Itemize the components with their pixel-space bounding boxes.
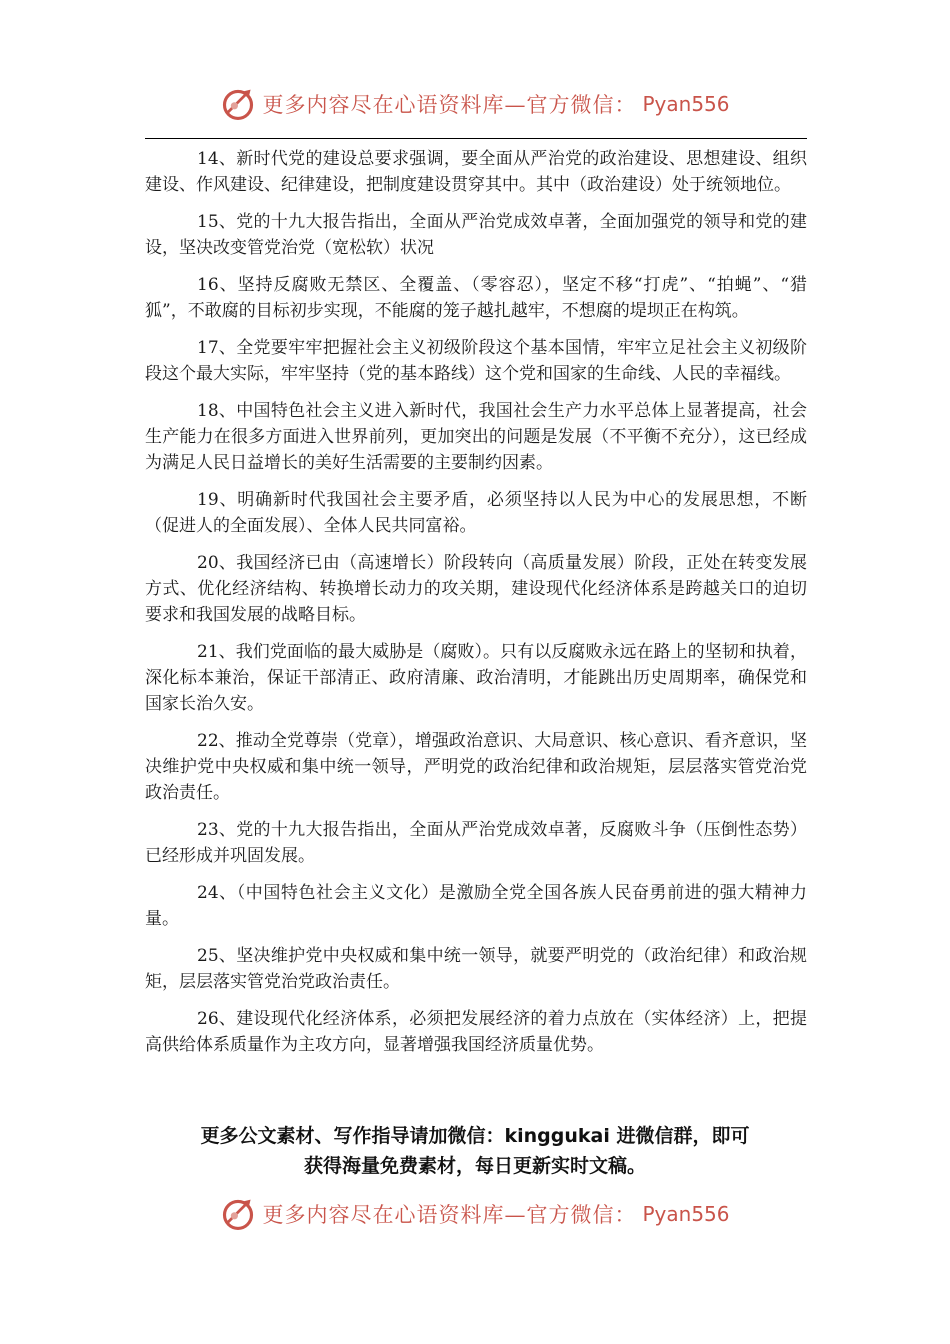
paragraph-24: 24、（中国特色社会主义文化）是激励全党全国各族人民奋勇前进的强大精神力量。	[145, 883, 807, 929]
paragraph-22: 22、推动全党尊崇（党章），增强政治意识、大局意识、核心意识、看齐意识，坚决维护党中央权威和集中统一领导，严明党的政治纪律和政治规矩，层层落实管党治党政治责任。	[145, 731, 807, 803]
promo-line-2: 获得海量免费素材，每日更新实时文稿。	[303, 1155, 646, 1177]
promo-line-1: 更多公文素材、写作指导请加微信：kinggukai 进微信群，即可	[200, 1125, 750, 1147]
paragraph-20: 20、我国经济已由（高速增长）阶段转向（高质量发展）阶段，正处在转变发展方式、优化经济结构、转换增长动力的攻关期，建设现代化经济体系是跨越关口的迫切要求和我国发展的战略目标。	[145, 553, 807, 625]
paragraph-23: 23、党的十九大报告指出，全面从严治党成效卓著，反腐败斗争（压倒性态势）已经形成并巩固发展。	[145, 820, 807, 866]
footer-banner-text: 更多内容尽在心语资料库—官方微信：	[262, 1203, 637, 1227]
paragraph-26: 26、建设现代化经济体系，必须把发展经济的着力点放在（实体经济）上，把提高供给体系质量作为主攻方向，显著增强我国经济质量优势。	[145, 1009, 807, 1055]
paragraph-18: 18、中国特色社会主义进入新时代，我国社会生产力水平总体上显著提高，社会生产能力在很多方面进入世界前列，更加突出的问题是发展（不平衡不充分），这已经成为满足人民日益增长的美好生活需要的主要制约因素。	[145, 401, 807, 473]
header-wechat-id: Pyan556	[642, 92, 730, 116]
header-rule	[145, 138, 807, 139]
paragraph-19: 19、明确新时代我国社会主要矛盾，必须坚持以人民为中心的发展思想，不断（促进人的全面发展）、全体人民共同富裕。	[145, 490, 807, 536]
header-banner	[0, 84, 950, 124]
paragraph-16: 16、坚持反腐败无禁区、全覆盖、（零容忍），坚定不移“打虎”、“拍蝇”、“猎狐”，不敢腐的目标初步实现，不能腐的笼子越扎越牢，不想腐的堤坝正在构筑。	[145, 275, 807, 321]
paragraph-15: 15、党的十九大报告指出，全面从严治党成效卓著，全面加强党的领导和党的建设，坚决改变管党治党（宽松软）状况	[145, 212, 807, 258]
document-body	[145, 146, 807, 1069]
paragraph-14: 14、新时代党的建设总要求强调，要全面从严治党的政治建设、思想建设、组织建设、作风建设、纪律建设，把制度建设贯穿其中。其中（政治建设）处于统领地位。	[145, 149, 807, 195]
promo-notice	[120, 1121, 830, 1181]
paragraph-17: 17、全党要牢牢把握社会主义初级阶段这个基本国情，牢牢立足社会主义初级阶段这个最大实际，牢牢坚持（党的基本路线）这个党和国家的生命线、人民的幸福线。	[145, 338, 807, 384]
footer-banner	[0, 1194, 950, 1234]
logo-icon	[220, 86, 256, 122]
header-banner-text: 更多内容尽在心语资料库—官方微信：	[262, 93, 637, 117]
paragraph-25: 25、坚决维护党中央权威和集中统一领导，就要严明党的（政治纪律）和政治规矩，层层落实管党治党政治责任。	[145, 946, 807, 992]
paragraph-21: 21、我们党面临的最大威胁是（腐败）。只有以反腐败永远在路上的坚韧和执着，深化标本兼治，保证干部清正、政府清廉、政治清明，才能跳出历史周期率，确保党和国家长治久安。	[145, 642, 807, 714]
logo-icon	[220, 1196, 256, 1232]
footer-wechat-id: Pyan556	[642, 1202, 730, 1226]
